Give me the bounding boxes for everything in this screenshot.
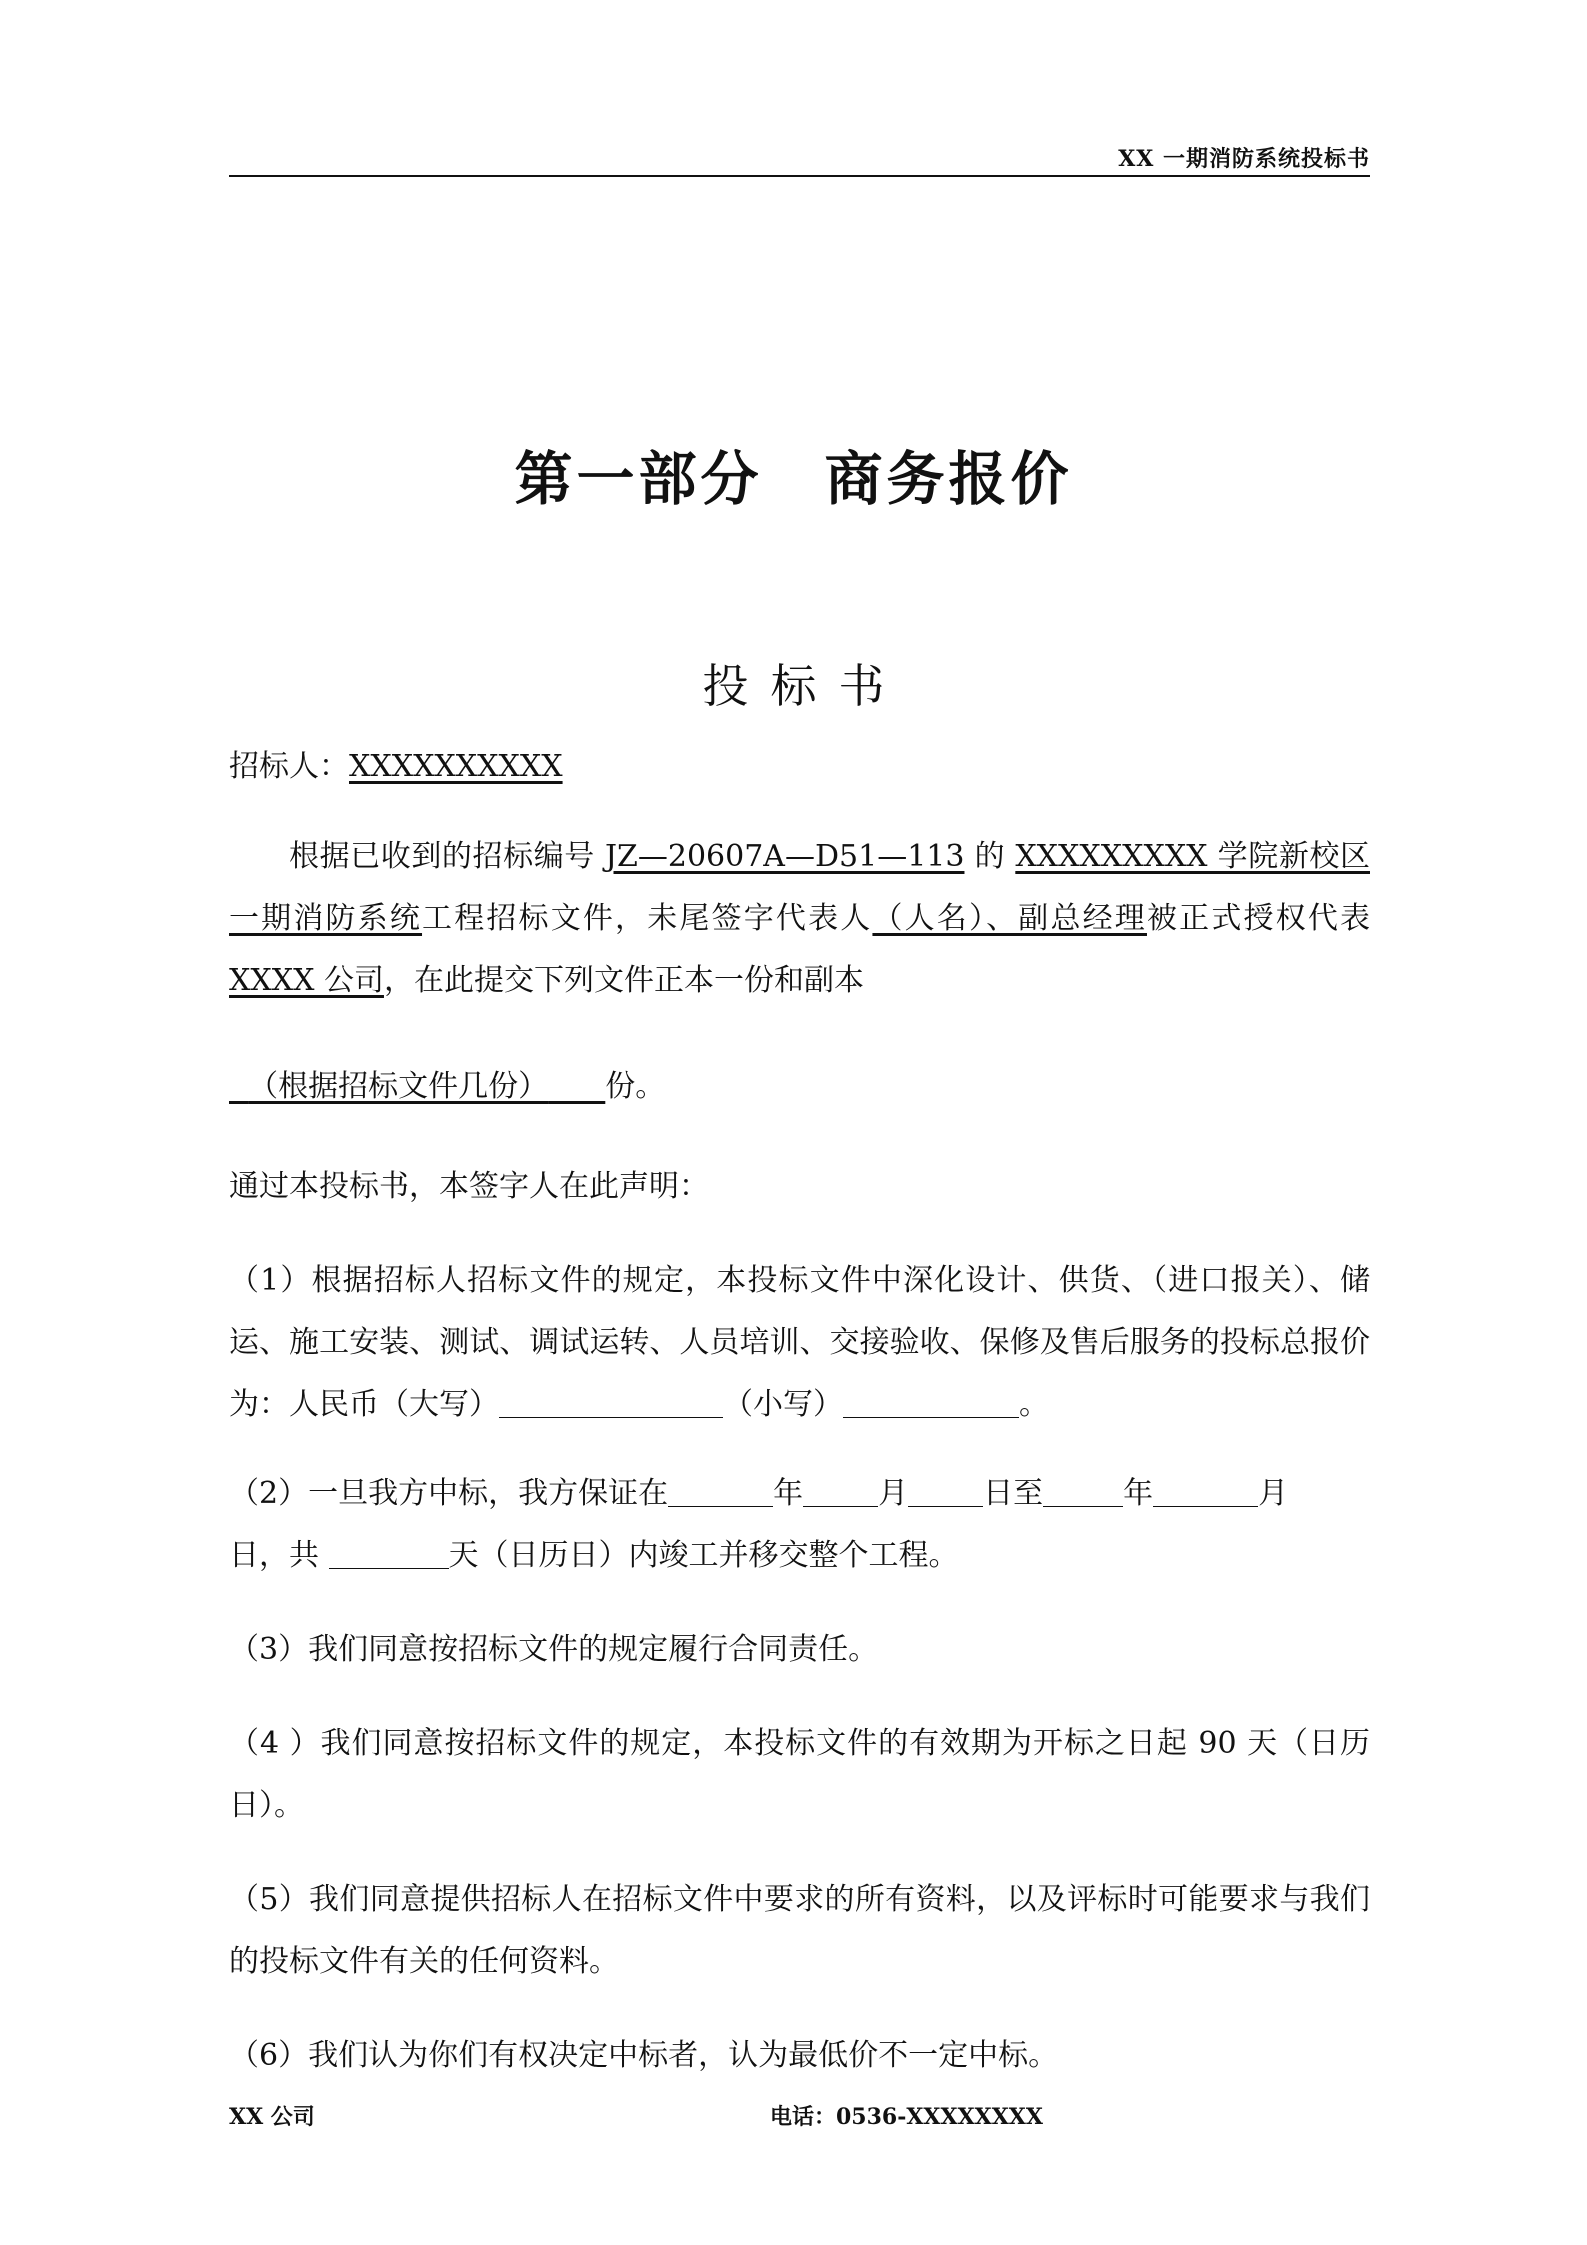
copies-value: （根据招标文件几份）	[248, 1069, 549, 1104]
clause-2	[229, 1463, 1370, 1587]
clause-1-mid: （小写）	[723, 1387, 843, 1422]
intro-text-5: ，在此提交下列文件正本一份和副本	[383, 963, 864, 998]
representative: （人名）、副总经理	[872, 901, 1147, 936]
clause-4: （4 ）我们同意按招标文件的规定，本投标文件的有效期为开标之日起 90 天（日历日）。	[229, 1726, 1370, 1823]
amount-words-blank	[499, 1387, 723, 1418]
intro-text-4: 被正式授权代表	[1146, 901, 1371, 936]
clause-1-end: 。	[1019, 1387, 1049, 1422]
start-month-blank	[803, 1476, 878, 1507]
intro-paragraph	[229, 826, 1370, 1012]
clause-5: （5）我们同意提供招标人在招标文件中要求的所有资料，以及评标时可能要求与我们的投标文件有关的任何资料。	[229, 1882, 1370, 1979]
tenderer-label: 招标人：	[229, 749, 349, 784]
start-day-label: 日至	[983, 1476, 1044, 1511]
part-title: 第一部分 商务报价	[514, 445, 1073, 513]
amount-figures-blank	[843, 1387, 1019, 1418]
clause-3: （3）我们同意按招标文件的规定履行合同责任。	[229, 1632, 879, 1667]
copies-value-field	[229, 1069, 605, 1104]
clause-6: （6）我们认为你们有权决定中标者，认为最低价不一定中标。	[229, 2038, 1059, 2073]
document-title: 投标书	[702, 659, 907, 713]
start-year-label: 年	[773, 1476, 804, 1511]
clause-2-text: （2）一旦我方中标，我方保证在	[229, 1476, 669, 1511]
copies-line	[229, 1056, 1370, 1118]
copies-suffix: 份。	[605, 1069, 666, 1104]
intro-text-1: 根据已收到的招标编号	[289, 839, 605, 874]
clause-1	[229, 1250, 1370, 1436]
clause-2-tail: 天（日历日）内竣工并移交整个工程。	[448, 1538, 959, 1573]
intro-text-2: 的	[964, 839, 1016, 874]
end-year-label: 年	[1123, 1476, 1154, 1511]
tenderer-value: XXXXXXXXXX	[349, 749, 563, 784]
company-name: XXXX 公司	[229, 963, 384, 998]
footer-phone: 电话：0536-XXXXXXXX	[770, 2104, 1043, 2130]
tender-number: JZ—20607A—D51—113	[605, 839, 965, 874]
header-title: XX 一期消防系统投标书	[1118, 146, 1370, 172]
start-year-blank	[668, 1476, 773, 1507]
project-name: XXXXXXXXX 学院新校区一期消防系统	[229, 839, 1370, 936]
header-divider	[229, 175, 1370, 177]
start-day-blank	[908, 1476, 983, 1507]
days-blank	[329, 1538, 449, 1569]
end-day-label: 日，共	[229, 1538, 329, 1573]
clause-1-text: （1）根据招标人招标文件的规定，本投标文件中深化设计、供货、（进口报关）、储运、施工安装、测试、调试运转、人员培训、交接验收、保修及售后服务的投标总报价为：人民币（大写）	[229, 1263, 1370, 1422]
end-month-blank	[1153, 1476, 1258, 1507]
start-month-label: 月	[878, 1476, 909, 1511]
footer-company: XX 公司	[229, 2104, 315, 2130]
end-year-blank	[1043, 1476, 1123, 1507]
tenderer-line	[229, 736, 1370, 798]
end-month-label: 月	[1258, 1476, 1289, 1511]
intro-text-3: 工程招标文件，未尾签字代表人	[422, 901, 873, 936]
declaration: 通过本投标书，本签字人在此声明：	[229, 1169, 709, 1204]
